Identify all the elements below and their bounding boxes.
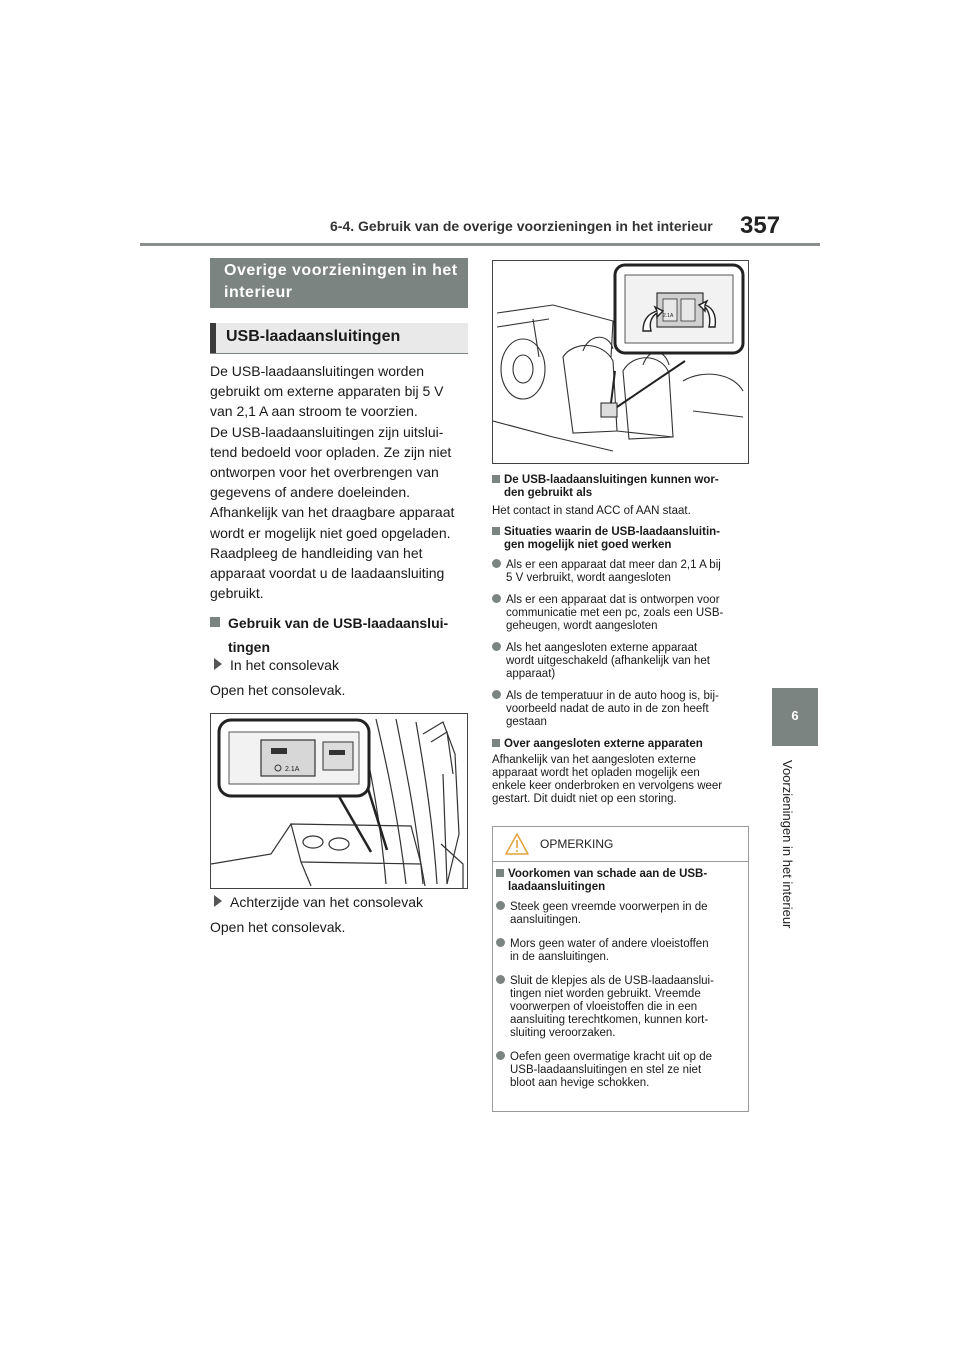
intro-line: tend bedoeld voor opladen. Ze zijn niet [210, 443, 452, 460]
intro-line: Afhankelijk van het draagbare apparaat [210, 504, 455, 521]
list-item: Als er een apparaat dat is ontworpen voor communicatie met een pc, zoals een USB- geheugen, wordt aangesloten [492, 594, 754, 633]
list-item: Als er een apparaat dat meer dan 2,1 A bij 5 V verbruikt, wordt aangesloten [492, 559, 754, 585]
usb-rating-label: 2.1A [663, 313, 674, 319]
right-text-blocks [492, 474, 754, 806]
intro-line: Raadpleeg de handleiding van het [210, 544, 423, 561]
usage-heading: Gebruik van de USB-laadaanslui- tingen [210, 613, 472, 657]
page-number: 357 [740, 212, 781, 239]
round-bullet-icon [492, 594, 501, 603]
list-item: Sluit de klepjes als de USB-laadaanslui- tingen niet worden gebruikt. Vreemde voorwerpen of vloeistoffen die in een aansluiting terechtkomen, kunnen kort- sluiting veroorzaken. [496, 975, 746, 1040]
console-usb-illustration [210, 713, 468, 889]
section-title: Overige voorzieningen in het interieur [224, 262, 458, 301]
console-usb-drawing [211, 714, 467, 888]
subsection-title: USB-laadaansluitingen [226, 328, 401, 345]
intro-line: gegevens of andere doeleinden. [210, 484, 411, 501]
round-bullet-icon [496, 975, 505, 984]
square-bullet-icon [492, 739, 500, 747]
round-bullet-icon [492, 642, 501, 651]
warning-triangle-icon [504, 832, 530, 856]
step1-text: Open het consolevak. [210, 682, 346, 698]
chapter-title-vertical [780, 760, 810, 960]
info-block-when-usable: De USB-laadaansluitingen kunnen wor- den gebruikt als Het contact in stand ACC of AAN staat. [492, 474, 719, 517]
intro-paragraph [210, 361, 472, 603]
intro-line: De USB-laadaansluitingen zijn uitslui- [210, 423, 444, 440]
intro-line: apparaat voordat u de laadaansluiting [210, 565, 445, 582]
triangle-bullet-icon [214, 895, 222, 907]
round-bullet-icon [492, 690, 501, 699]
header-rule [140, 243, 820, 246]
intro-line: De USB-laadaansluitingen worden [210, 363, 425, 379]
square-bullet-icon [496, 869, 504, 877]
square-bullet-icon [492, 475, 500, 483]
intro-line: wordt er mogelijk niet goed opgeladen. [210, 524, 451, 541]
list-item: Oefen geen overmatige kracht uit op de USB-laadaansluitingen en stel ze niet bloot aan hevige schokken. [496, 1051, 746, 1090]
rear-console-drawing [493, 261, 748, 463]
running-header-section: 6-4. Gebruik van de overige voorzieningen in het interieur [330, 218, 713, 234]
list-item: Mors geen water of andere vloeistoffen in de aansluitingen. [496, 938, 746, 964]
round-bullet-icon [496, 901, 505, 910]
round-bullet-icon [496, 1051, 505, 1060]
intro-line: van 2,1 A aan stroom te voorzien. [210, 403, 418, 420]
step1-title: In het consolevak [214, 657, 339, 673]
list-item: Als de temperatuur in de auto hoog is, bij- voorbeeld nadat de auto in de zon heeft gestaan [492, 690, 754, 729]
step2-title: Achterzijde van het consolevak [214, 894, 423, 910]
info-block-not-working: Situaties waarin de USB-laadaansluitin- gen mogelijk niet goed werken Als er een apparaat dat meer dan 2,1 A bij 5 V verbruikt, wordt aangesloten Als er een apparaat dat is ontworpen voor communicatie met een pc, zoals een USB- geheugen, wordt aangesloten Als het aangesloten externe apparaat wordt uitgeschakeld (afhankelijk van het apparaat) Als de temperatuur in de auto hoog is, bij- voorbeeld nadat de auto in de zon heeft gestaan [492, 526, 754, 729]
list-item: Steek geen vreemde voorwerpen in de aansluitingen. [496, 901, 746, 927]
round-bullet-icon [492, 559, 501, 568]
note-title: OPMERKING [540, 837, 614, 851]
note-content: Voorkomen van schade aan de USB- laadaansluitingen Steek geen vreemde voorwerpen in de aansluitingen. Mors geen water of andere vloeistoffen in de aansluitingen. Sluit de klepjes als de USB-laadaanslui- tingen niet worden gebruikt. Vreemde voorwerpen of vloeistoffen die in een aansluiting terechtkomen, kunnen kort- sluiting veroorzaken. Oefen geen overmatige kracht uit op de USB-laadaansluitingen en stel ze niet bloot aan hevige schokken. [496, 868, 746, 1090]
note-header [492, 826, 749, 862]
chapter-number: 6 [791, 708, 799, 723]
chapter-title-text: Voorzieningen in het interieur [780, 760, 795, 929]
list-item: Als het aangesloten externe apparaat wordt uitgeschakeld (afhankelijk van het apparaat) [492, 642, 754, 681]
usb-rating-label: 2.1A [285, 766, 300, 773]
square-bullet-icon [210, 617, 220, 627]
round-bullet-icon [496, 938, 505, 947]
rear-console-usb-illustration [492, 260, 749, 464]
square-bullet-icon [492, 527, 500, 535]
subsection-rule [210, 353, 468, 354]
info-block-external-devices: Over aangesloten externe apparaten Afhankelijk van het aangesloten externe apparaat wordt het opladen mogelijk een enkele keer onderbroken en vervolgens weer gestart. Dit duidt niet op een storing. [492, 738, 723, 805]
step2-text: Open het consolevak. [210, 919, 346, 935]
intro-line: gebruikt om externe apparaten bij 5 V [210, 383, 444, 400]
intro-line: gebruikt. [210, 585, 264, 602]
intro-line: ontworpen voor het overbrengen van [210, 464, 439, 481]
triangle-bullet-icon [214, 658, 222, 670]
